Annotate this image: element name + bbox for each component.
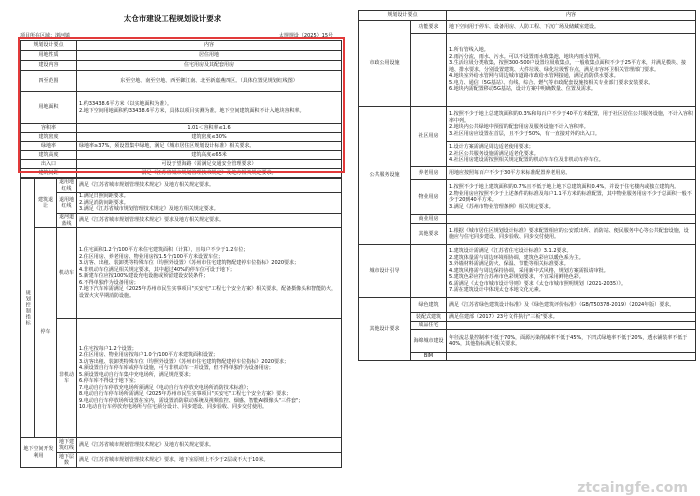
row-label: 社区用房 xyxy=(411,107,447,167)
table-row xyxy=(21,71,342,92)
table-row xyxy=(359,21,696,34)
row-label: 非机动车 xyxy=(57,319,77,438)
row-label xyxy=(411,34,447,107)
row-label: 物业用房 xyxy=(411,180,447,215)
group-label: 公共服务设施 xyxy=(359,107,411,245)
row-label: 建设内容 xyxy=(21,61,77,71)
left-page xyxy=(0,0,345,496)
row-value: 建筑高度≤65米 xyxy=(77,151,342,160)
table-row xyxy=(21,151,342,160)
table-row xyxy=(21,169,342,178)
table-head xyxy=(359,11,696,21)
row-value: 建筑密度≤30% xyxy=(77,133,342,142)
table-row xyxy=(21,193,342,214)
group-label: 建筑退让 xyxy=(35,179,57,228)
sidebar-label: 地下空间开发利用 xyxy=(21,438,57,468)
sidebar-label: 规划控制指标 xyxy=(21,179,35,438)
row-value: 1.约33438.6平方米（以实地面积为准）。 2.地下空间用地面积约33438.6平方米，具体以项目实测为准。地下空间建筑面积不计入地块容积率。 xyxy=(77,92,342,124)
row-label: BIM xyxy=(411,353,447,361)
table-row xyxy=(21,61,342,71)
row-label: 地下建筑红线 xyxy=(57,438,77,453)
row-label: 退用地红线 xyxy=(57,193,77,214)
row-value: 1.满足日照间距要求。 2.满足消防间距要求。 3.满足《江苏省城市规划管理技术规定》及地方相关规定要求。 xyxy=(77,193,342,214)
table-row xyxy=(359,245,696,298)
row-label: 建筑间距 xyxy=(21,169,77,178)
row-label: 退河道蓝线 xyxy=(57,214,77,228)
row-label: 海绵城市建设 xyxy=(411,330,447,353)
table-row xyxy=(21,160,342,169)
row-value: 满足《江苏省城市规划管理技术规定》及地方相关规定要求。 xyxy=(77,438,342,453)
table-row xyxy=(21,453,342,468)
row-value: 东至空地、南至空地、西至御江南、北至新嘉燕四区。（具体位置见规划红线图） xyxy=(77,71,342,92)
table-head xyxy=(21,41,342,51)
right-table-wrap xyxy=(358,10,696,361)
row-label: 机动车 xyxy=(57,228,77,319)
table-row xyxy=(21,51,342,61)
head-cell: 内容 xyxy=(447,11,696,21)
project-area: 项目所在区域：浏河镇 xyxy=(20,33,71,39)
row-value: 1.住宅面积1.2个/100平方米住宅建筑面积（计算），且每户不少于1.2车位； 2.住区用房、养老用房、物业用房按1.5个/100平方米设置车位； 3.访客、出租、装卸类等特殊车位（均照外设置）《苏州市住宅建筑物配建停车位指标》2020要求； 4.非机动车位满足相关规定要求，其中超过40%的停车位可设于地下； 5.新建车位应按100%建设充电设施或预留建设安装条件； 6.不得单独作为设备用房； 7.地下汽车库需满足《2025年苏州市民生实事项目"买安宅"工程七个安全方案》相关要求，配备摄像头和智能防火，设置火灾早期消防设施。 xyxy=(77,228,342,319)
group-label: 市政公用设施 xyxy=(359,21,411,107)
row-value: 1.住宅按每户1.2个设置； 2.住区用房、物业用房按每户1.0个/100平方米建筑面积设置； 3.访客出租、装卸类特殊车位（均照外设置）《苏州市住宅建筑物配建停车位指标》2020要求； 4.须设置自行车停车库或停车设施，可与非机动车一并设置，但不得单独作为设备用房； 5.须设置电动自行车集中充电场所，满足规范要求； 6.停车库不得设于地下室； 7.电动自行车停放充电场所须满足《电动自行车停放充电场所消防技术标准》； 8.电动自行车停车场所需满足《2025年苏州市民生实事项目"买安宅"工程七个安全方案》要求； 9.电动自行车停放场所设置在室内，需设置消防联动系统及视频监控、烟感、智能AI摄像头"三件套"； 10.电动自行车停放充电场所与住宅须分设计、同步建设、同步验收、同步交付使用。 xyxy=(77,319,342,438)
table-row xyxy=(21,214,342,228)
row-label: 四至范围 xyxy=(21,71,77,92)
row-value: 绿地率≥37%，须设置集中绿地，满足《城市居住区规划设计标准》相关要求。 xyxy=(77,142,342,151)
row-value: 满足《江苏省城市规划管理技术规定》及地方相关规定要求。 xyxy=(77,179,342,193)
indicator-table xyxy=(20,178,342,468)
row-value: 地下空间用于停车、设备用房、人防工程、下沉广场及储藏室建设。 xyxy=(447,21,696,34)
row-label: 成品住宅 xyxy=(411,322,447,330)
row-value: 1.建筑设计需满足《江苏省住宅设计标准》3.1.2要求。 2.建筑体量需与周边环境相协调，建筑色彩应以暖色系为主。 3.外墙材料需满足防火、保温、节能等相关标准要求。 4.建筑风格需与周边保持协调，采用新中式风格，规划方案需报请审批。 5.建筑色彩应符合苏州市色彩规划要求，不宜采用鲜艳色彩。 6.需满足《太仓市城市设计导则》要求《太仓市城市照明规划（2021-2035）》。 7.需在建筑设计中体现太仓本地文化元素。 xyxy=(447,245,696,298)
left-table-wrap xyxy=(20,40,342,468)
table-row xyxy=(21,438,342,453)
table-row xyxy=(21,133,342,142)
row-value: 1.所有管线入地。 2.雨污分流，雨水、污水。可以不设置雨水收集池，地块内雨水管网。 3.生活垃圾分类收集，按照300-500户设置垃圾收集点，一般收集点面积不少于25平方米，并满足模块、接地、排水要求，分别设置建筑、大件垃圾、绿化垃圾暂存点，满足市容环卫相关管理部门要求。 4.地块室外给水管网与周边城市道路市政给水管网接通，满足消防供水要求。 5.电力、通信（5G基站）、有线、综合、燃气等市政配套设施按相关专业部门要求安装要求。 6.地块内需配置移动5G基站，设计方案中明确数量、位置及需求。 xyxy=(447,34,696,107)
row-label: 功能要求 xyxy=(411,21,447,34)
row-label: 绿地率 xyxy=(21,142,77,151)
row-label xyxy=(411,245,447,298)
row-label: 绿色建筑 xyxy=(411,298,447,313)
table-row xyxy=(21,124,342,133)
row-label: 用地面积 xyxy=(21,92,77,124)
row-label: 装配式建筑 xyxy=(411,313,447,322)
row-value: 满足《江苏省城市规划管理技术规定》要求及地方相关规定要求。 xyxy=(77,214,342,228)
row-value: 居住用地 xyxy=(77,51,342,61)
row-value: 用地应按照每百户不少于30平方米标准配置养老用房。 xyxy=(447,167,696,180)
row-value: 1.按照不少于地上建筑面积的0.7%且不低于地上地下总建筑面积0.4%，并设于住宅楼内或独立建筑内。 2.物业用房应按照不少于上述条件的标准及每户1.1平方米的标准配置，其中物业服务用房不少于总面积一般不少于20到40平方米。 3.满足《苏州市物业管理条例》相关规定要求。 xyxy=(447,180,696,215)
row-label: 退用地红线 xyxy=(57,179,77,193)
row-label: 出入口 xyxy=(21,160,77,169)
head-cell: 规划设计要点 xyxy=(21,41,77,51)
table-row xyxy=(21,92,342,124)
head-cell: 规划设计要点 xyxy=(359,11,447,21)
right-requirements-table xyxy=(358,10,696,361)
requirements-table xyxy=(20,40,342,178)
table-row xyxy=(21,179,342,193)
right-page xyxy=(350,0,700,496)
document-title: 太仓市建设工程规划设计要求 xyxy=(123,14,222,23)
row-value: 可设于望海路（需满足交通安全管理要求） xyxy=(77,160,342,169)
row-label: 其他要求 xyxy=(411,224,447,245)
row-value: 1.根据《城市居住区规划设计标准》要求配置相应的公安派出所、消防站、便民服务中心等公共配套设施，设施应与住宅同步建设、同步验收、同步交付使用。 xyxy=(447,224,696,245)
row-label: 建筑高度 xyxy=(21,151,77,160)
row-value: 1.设计方案需满足周边适老使用要求； 2.社区公共服务设施需满足适老化要求。 4.社区用房建设需按照相关规定配置的机动车车位及非机动车停车位。 xyxy=(447,142,696,167)
table-row xyxy=(359,107,696,142)
group-label: 停车 xyxy=(35,228,57,438)
row-label: 容积率 xyxy=(21,124,77,133)
row-label: 商业用房 xyxy=(411,215,447,224)
group-label: 其他设计要求 xyxy=(359,298,411,361)
row-value: 年径流总量控制率不低于70%，面源污染削减率不低于45%，下凹式绿地率不低于20%，透水铺装率不低于40%，其他指标满足相关要求。 xyxy=(447,330,696,353)
document-number: 太规规设（2025）15号 xyxy=(278,33,333,39)
row-value: 满足《江苏省绿色建筑设计标准》及《绿色建筑评价标准》（GB/T50378-2019）（2024年版）要求。 xyxy=(447,298,696,313)
row-label: 用地性质 xyxy=(21,51,77,61)
head-cell: 内容 xyxy=(77,41,342,51)
row-label: 养老用房 xyxy=(411,167,447,180)
table-row xyxy=(359,298,696,313)
row-value: 1.01＜容积率≤1.6 xyxy=(77,124,342,133)
row-value: 满足住建部（2017）23号文件执行"三板"要求。 xyxy=(447,313,696,322)
row-value: 1.按照不少于地上总建筑面积的0.3%和每百户不少于40平方米配置，用于社区居住公共服务设施，不计入容积率中列。 2.地块内公共绿地中预留的配套用房及服务设施不计入容积率。 3.社区用房应设置在首层，且不少于50%，有一直接对外的出入口。 xyxy=(447,107,696,142)
row-label: 建筑密度 xyxy=(21,133,77,142)
group-label: 城市设计引导 xyxy=(359,245,411,298)
row-value: 住宅用房及其配套用房 xyxy=(77,61,342,71)
row-value: 满足《江苏省城市规划管理技术规定》要求，地下室原则上不少于2层或不大于10米。 xyxy=(77,453,342,468)
row-value: 满足《江苏省城市规划管理技术规定》及地方相关规定要求。 xyxy=(77,169,342,178)
watermark: ztcaingfe.com xyxy=(577,480,688,496)
row-label: 地下层数 xyxy=(57,453,77,468)
row-value xyxy=(447,353,696,361)
row-value xyxy=(447,215,696,224)
table-row xyxy=(21,142,342,151)
row-value xyxy=(447,322,696,330)
